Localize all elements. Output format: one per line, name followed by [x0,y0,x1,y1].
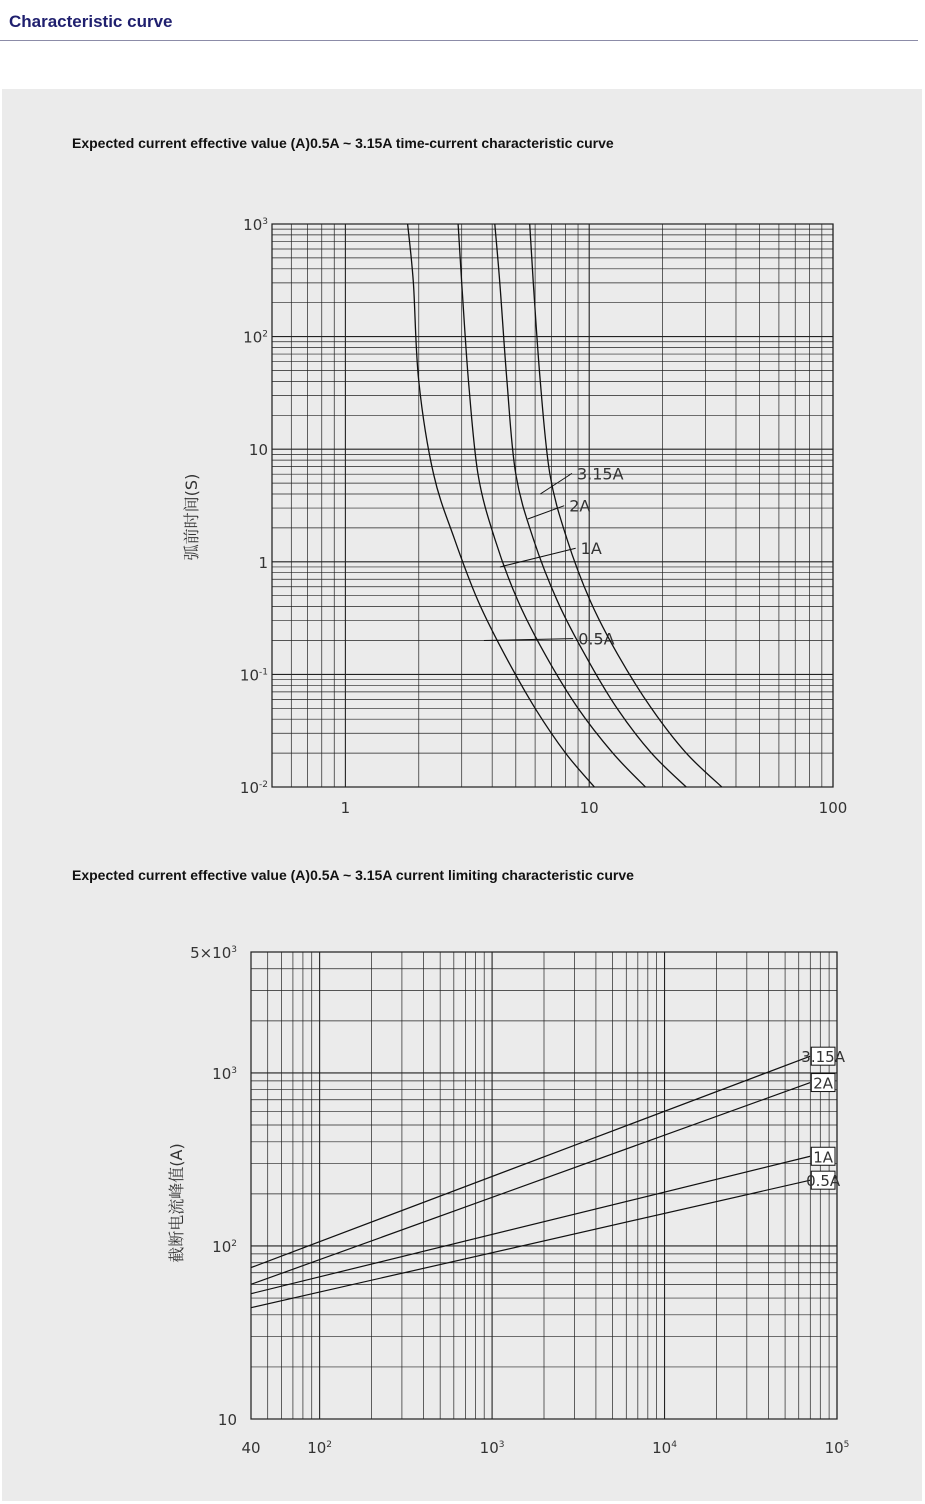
chart2-series-3.15A-legend-box [801,1047,845,1066]
chart2-series-3.15A-label: 3.15A [801,1048,845,1067]
chart2-grid [251,952,837,1419]
chart1-x-tick-label: 1 [340,799,351,817]
chart2-series-2A-legend-box [811,1074,835,1093]
chart1-y-tick-label: $10^2$ [243,328,268,347]
chart2-x-tick-label: $10^2$ [307,1439,333,1457]
chart2-y-tick-label: $10^2$ [212,1237,237,1256]
chart2-series-0.5A-line [251,1180,810,1307]
page-title: Characteristic curve [9,12,173,31]
chart1-series-3.15A-label: 3.15A [576,464,624,484]
chart1-y-tick-label: $10^{-1}$ [239,666,268,685]
chart2-x-tick-label: 40 [241,1439,261,1457]
chart1-x-tick-label: 10 [579,799,599,817]
chart2-x-tick-label: $10^4$ [652,1439,677,1457]
chart1-y-tick-label: $10^3$ [243,216,268,234]
chart1-series-1A-label: 1A [580,539,602,559]
chart1-series-0.5A-label: 0.5A [578,629,615,649]
chart2-y-tick-label: $5\times 10^3$ [190,944,237,962]
chart2-x-tick-label: $10^5$ [824,1439,850,1457]
chart1-series-2A-label: 2A [569,496,591,516]
chart2-series-1A-label: 1A [813,1148,834,1167]
chart2-series-0.5A-legend-box [806,1171,841,1190]
chart1-y-tick-label: $10^{-2}$ [239,779,268,797]
chart2-series-3.15A-line [251,1056,810,1267]
chart-title-time-current: Expected current effective value (A)0.5A ~ 3.15A time-current characteristic curve [72,135,614,151]
chart2-y-axis-title: 截断电流峰值(A) [167,1143,186,1263]
chart2-x-tick-label: $10^3$ [479,1439,505,1457]
chart2-y-tick-label: $10^3$ [212,1064,237,1083]
chart1-y-tick-label: 1 [258,553,268,572]
chart2-series-2A-label: 2A [813,1074,834,1093]
chart2-y-tick-label: 10 [217,1411,237,1429]
chart1-x-tick-label: 100 [818,799,848,817]
chart1-y-tick-label: 10 [248,441,268,460]
chart2-series-0.5A-label: 0.5A [806,1172,841,1191]
chart-title-current-limiting: Expected current effective value (A)0.5A ~ 3.15A current limiting characteristic curve [72,867,634,883]
chart2-series-1A-legend-box [811,1147,835,1166]
chart1-y-axis-title: 弧前时间(S) [182,473,201,561]
